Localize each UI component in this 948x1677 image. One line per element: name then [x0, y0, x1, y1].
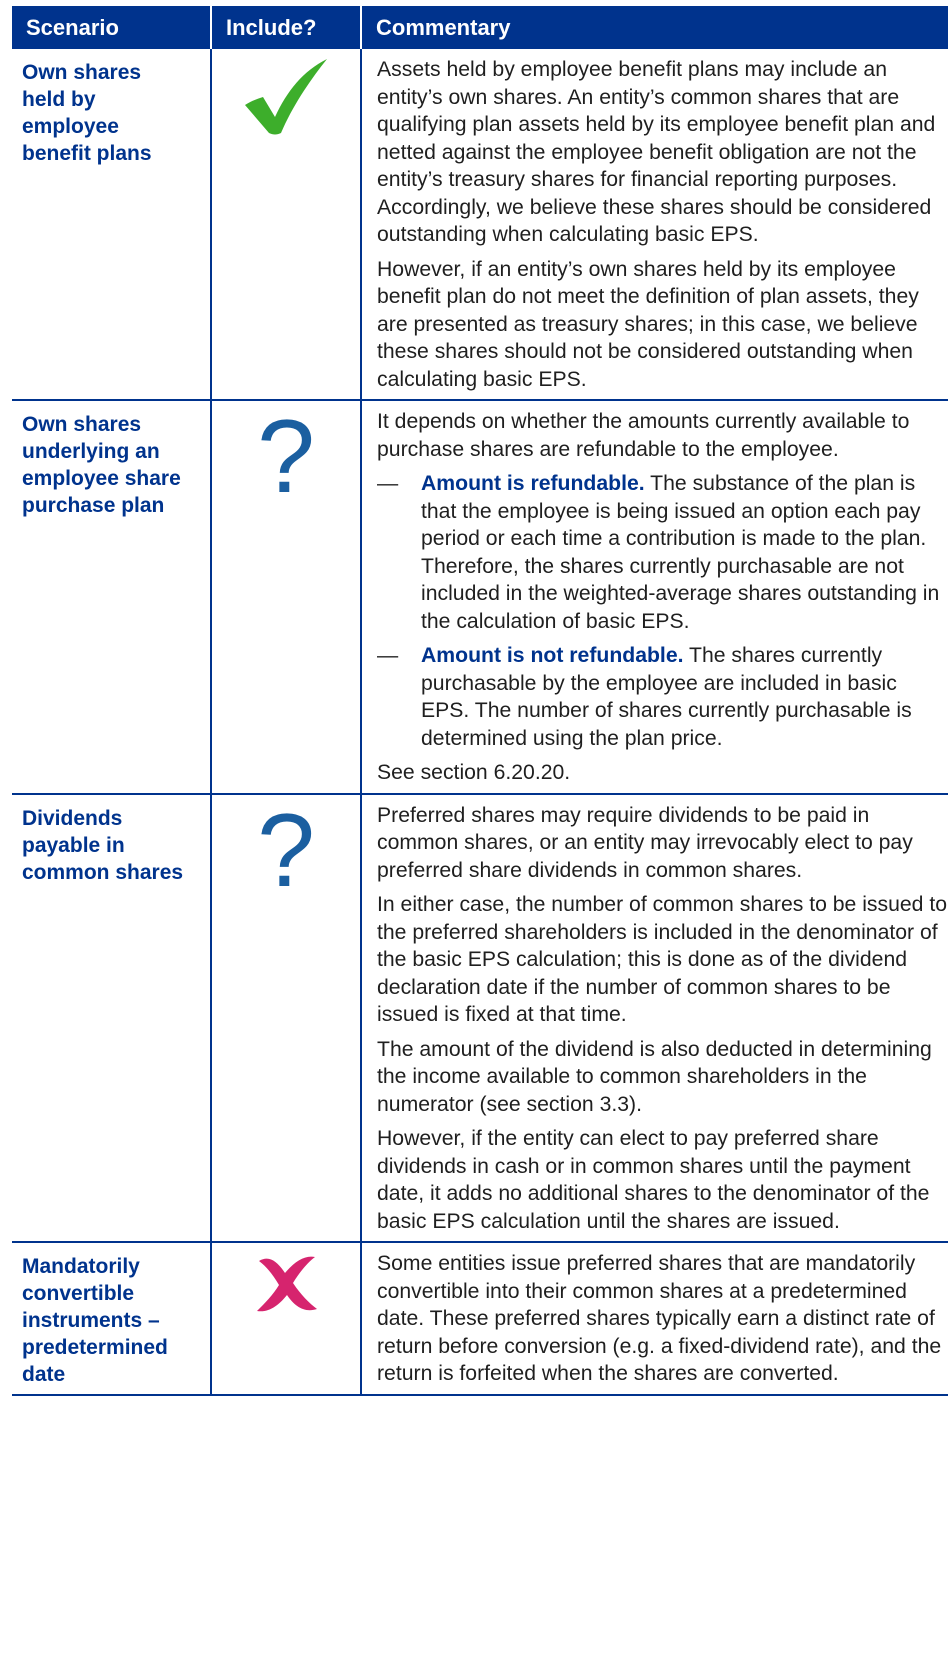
bullet-text: The shares currently purchasable by the employee are included in basic EPS. The number of shares currently purchasable is determined using the plan price.	[421, 644, 912, 750]
eps-scenarios-table	[12, 6, 948, 1396]
scenario-line: convertible	[22, 1282, 135, 1305]
commentary-paragraph: Preferred shares may require dividends to be paid in common shares, or an entity may irrevocably elect to pay preferred share dividends in common shares.	[377, 803, 913, 882]
scenario-line: held by	[22, 88, 96, 111]
scenario-line: predetermined	[22, 1336, 168, 1359]
commentary-paragraph: See section 6.20.20.	[377, 761, 571, 784]
commentary-paragraph: However, if an entity’s own shares held by its employee benefit plan do not meet the definition of plan assets, they are presented as treasury shares; in this case, we believe these shares should not be considered outstanding when calculating basic EPS.	[377, 257, 919, 391]
bullet-item	[377, 470, 948, 635]
include-cell	[211, 1242, 361, 1395]
scenario-cell	[12, 794, 211, 1243]
header-include: Include?	[211, 6, 361, 49]
commentary-cell	[361, 1242, 948, 1395]
scenario-line: benefit plans	[22, 142, 152, 165]
table-row	[12, 1242, 948, 1395]
bullet-item	[377, 642, 948, 752]
question-mark-icon: ?	[257, 792, 315, 909]
include-cell	[211, 400, 361, 794]
scenario-cell	[12, 49, 211, 400]
bullet-text: The substance of the plan is that the employee is being issued an option each pay period or each time a contribution is made to the plan. Therefore, the shares currently purchasable are not included in the weighted-average shares outstanding in the calculation of basic EPS.	[421, 472, 940, 633]
bullet-title: Amount is not refundable.	[421, 644, 684, 667]
include-cell	[211, 49, 361, 400]
commentary-paragraph: The amount of the dividend is also deducted in determining the income available to common shareholders in the numerator (see section 3.3).	[377, 1037, 932, 1116]
include-cell	[211, 794, 361, 1243]
scenario-line: employee share	[22, 467, 181, 490]
scenario-line: underlying an	[22, 440, 160, 463]
scenario-line: Own shares	[22, 413, 142, 436]
bullet-title: Amount is refundable.	[421, 472, 645, 495]
cross-icon	[212, 1251, 360, 1315]
commentary-paragraph: Assets held by employee benefit plans may include an entity’s own shares. An entity’s common shares that are qualifying plan assets held by its employee benefit plan and netted against the employee benefit obligation are not the entity’s treasury shares for financial reporting purposes. Accordingly, we believe these shares should be considered outstanding when calculating basic EPS.	[377, 58, 936, 246]
scenario-line: purchase plan	[22, 494, 165, 517]
scenario-line: date	[22, 1363, 66, 1386]
commentary-paragraph: However, if the entity can elect to pay preferred share dividends in cash or in common shares until the payment date, it adds no additional shares to the denominator of the basic EPS calculation until the shares are issued.	[377, 1127, 930, 1233]
commentary-paragraph: It depends on whether the amounts currently available to purchase shares are refundable to the employee.	[377, 410, 910, 461]
scenario-line: common shares	[22, 860, 184, 884]
table-row	[12, 400, 948, 794]
check-mark-icon	[212, 57, 360, 137]
scenario-line: instruments –	[22, 1309, 160, 1332]
question-mark-icon: ?	[257, 399, 315, 515]
commentary-paragraph: In either case, the number of common shares to be issued to the preferred shareholders is included in the denominator of the basic EPS calculation; this is done as of the dividend declaration date if the number of common shares to be issued is fixed at that time.	[377, 893, 948, 1026]
scenario-line: Mandatorily	[22, 1255, 140, 1278]
header-scenario: Scenario	[12, 6, 211, 49]
scenario-line: employee	[22, 115, 119, 138]
commentary-cell	[361, 794, 948, 1243]
commentary-paragraph: Some entities issue preferred shares that are mandatorily convertible into their common shares at a predetermined date. These preferred shares typically earn a distinct rate of return before conversion (e.g. a fixed-dividend rate), and the return is forfeited when the shares are converted.	[377, 1252, 942, 1385]
commentary-cell	[361, 49, 948, 400]
scenario-cell	[12, 1242, 211, 1395]
scenario-line: Own shares	[22, 61, 142, 84]
table-row	[12, 794, 948, 1243]
scenario-cell	[12, 400, 211, 794]
table-row	[12, 49, 948, 400]
header-commentary: Commentary	[361, 6, 948, 49]
scenario-line: payable in	[22, 833, 125, 857]
dash-bullet: —	[377, 644, 399, 667]
dash-bullet: —	[377, 472, 399, 495]
header-row	[12, 6, 948, 49]
scenario-line: Dividends	[22, 806, 123, 830]
commentary-cell	[361, 400, 948, 794]
